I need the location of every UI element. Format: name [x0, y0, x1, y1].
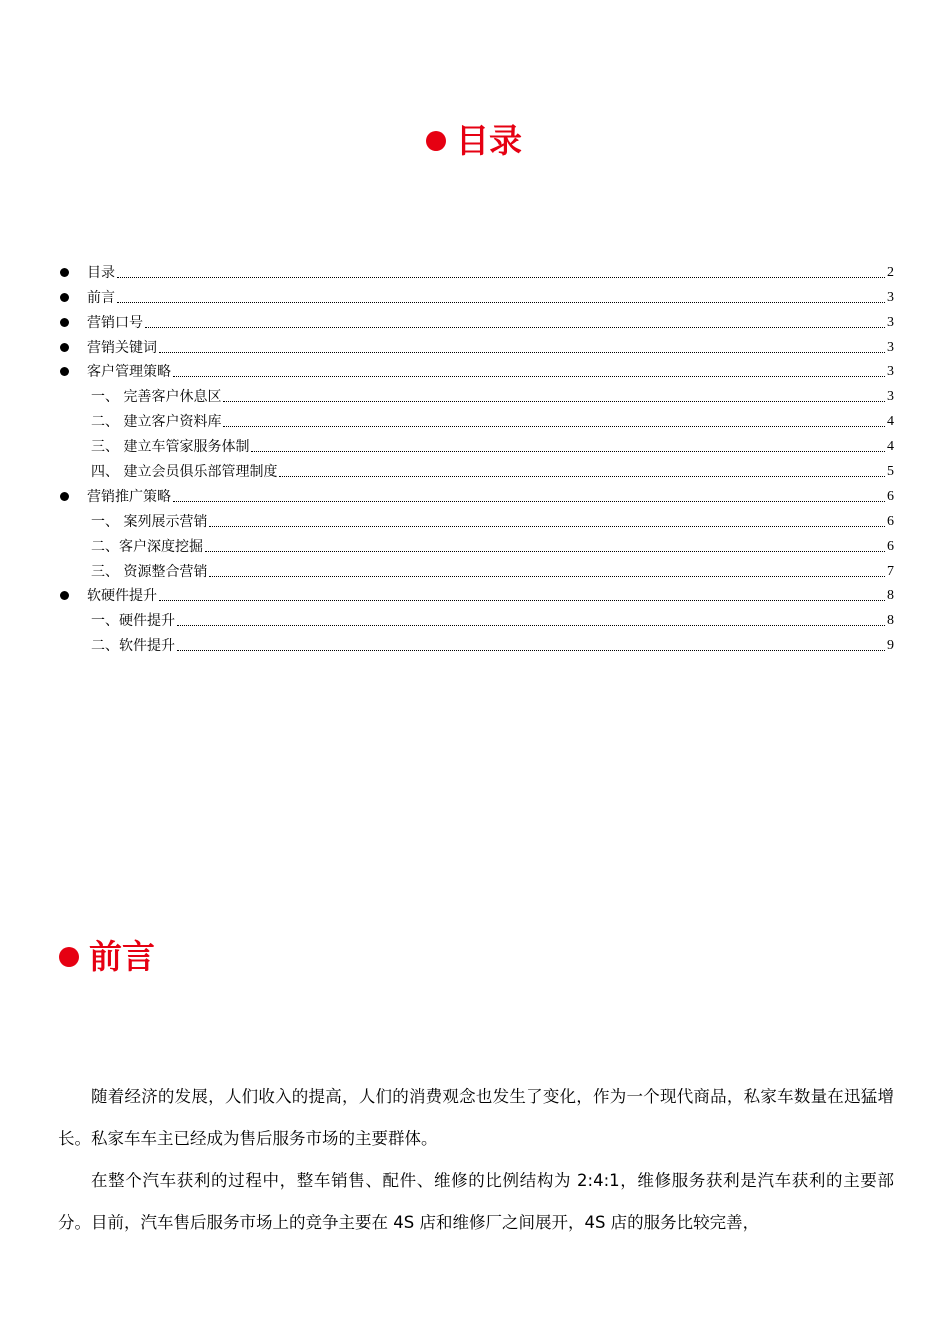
toc-entry[interactable] — [56, 283, 894, 308]
bullet-icon — [60, 591, 69, 600]
toc-entry-page: 2 — [887, 264, 894, 280]
toc-entry[interactable] — [56, 507, 894, 532]
bullet-icon — [60, 367, 69, 376]
toc-entry-label: 目录 — [87, 264, 115, 281]
preface-body — [58, 1076, 894, 1244]
bullet-icon — [60, 268, 69, 277]
toc-entry-page: 4 — [887, 439, 894, 455]
bullet-icon — [60, 293, 69, 302]
toc-heading-text: 目录 — [456, 121, 522, 160]
preface-heading — [59, 937, 155, 977]
toc-entry-label: 一、硬件提升 — [91, 613, 175, 630]
toc-entry[interactable] — [56, 308, 894, 333]
toc-entry-page: 9 — [887, 638, 894, 654]
toc-entry[interactable] — [56, 482, 894, 507]
paragraph: 随着经济的发展，人们收入的提高，人们的消费观念也发生了变化，作为一个现代商品，私家车数量在迅猛增长。私家车车主已经成为售后服务市场的主要群体。 — [58, 1087, 894, 1148]
toc-entry-page: 4 — [887, 414, 894, 430]
dot-leader — [173, 375, 885, 377]
toc-entry-label: 客户管理策略 — [87, 364, 171, 381]
toc-entry-label: 四、 建立会员俱乐部管理制度 — [91, 464, 278, 481]
toc-entry-page: 6 — [887, 538, 894, 554]
bullet-icon — [60, 492, 69, 501]
toc-entry-label: 二、软件提升 — [91, 638, 175, 655]
dot-leader — [205, 550, 885, 552]
dot-leader — [223, 425, 885, 427]
dot-leader — [209, 525, 885, 527]
paragraph: 在整个汽车获利的过程中，整车销售、配件、维修的比例结构为 2:4:1，维修服务获利是汽车获利的主要部分。目前，汽车售后服务市场上的竞争主要在 4S 店和维修厂之间展开，4S 店的服务比较完善， — [58, 1171, 894, 1232]
toc-entry-label: 二、 建立客户资料库 — [91, 414, 222, 431]
toc-entry[interactable] — [56, 532, 894, 557]
dot-leader — [117, 301, 885, 303]
dot-leader — [145, 326, 885, 328]
bullet-icon — [60, 318, 69, 327]
toc-entry[interactable] — [56, 557, 894, 582]
dot-leader — [159, 599, 885, 601]
toc-entry-label: 软硬件提升 — [87, 588, 157, 605]
toc-entry-page: 8 — [887, 613, 894, 629]
bullet-dot-icon — [426, 131, 446, 151]
toc-entry[interactable] — [56, 631, 894, 656]
toc-entry[interactable] — [56, 457, 894, 482]
toc-entry-page: 3 — [887, 364, 894, 380]
toc-entry-label: 营销推广策略 — [87, 488, 171, 505]
dot-leader — [223, 400, 885, 402]
toc-entry-page: 3 — [887, 339, 894, 355]
toc-entry[interactable] — [56, 432, 894, 457]
toc-entry[interactable] — [56, 582, 894, 607]
toc-entry-page: 3 — [887, 389, 894, 405]
dot-leader — [177, 624, 885, 626]
table-of-contents — [56, 258, 894, 656]
toc-entry-label: 前言 — [87, 289, 115, 306]
bullet-dot-icon — [59, 947, 79, 967]
toc-entry[interactable] — [56, 606, 894, 631]
toc-entry-label: 营销关键词 — [87, 339, 157, 356]
dot-leader — [173, 500, 885, 502]
toc-entry-page: 6 — [887, 513, 894, 529]
toc-entry-page: 3 — [887, 289, 894, 305]
toc-entry[interactable] — [56, 358, 894, 383]
toc-entry-page: 8 — [887, 588, 894, 604]
preface-heading-text: 前言 — [89, 937, 155, 976]
dot-leader — [209, 575, 885, 577]
toc-entry-label: 三、 建立车管家服务体制 — [91, 439, 250, 456]
dot-leader — [251, 450, 885, 452]
dot-leader — [177, 649, 885, 651]
bullet-icon — [60, 343, 69, 352]
toc-entry-label: 一、 完善客户休息区 — [91, 389, 222, 406]
toc-entry-page: 5 — [887, 464, 894, 480]
toc-entry-label: 二、客户深度挖掘 — [91, 538, 203, 555]
toc-entry-page: 3 — [887, 314, 894, 330]
dot-leader — [117, 276, 885, 278]
toc-heading — [426, 121, 522, 161]
toc-entry[interactable] — [56, 258, 894, 283]
toc-entry[interactable] — [56, 333, 894, 358]
toc-entry-page: 6 — [887, 488, 894, 504]
toc-entry-page: 7 — [887, 563, 894, 579]
toc-entry[interactable] — [56, 407, 894, 432]
toc-entry-label: 三、 资源整合营销 — [91, 563, 208, 580]
toc-entry-label: 营销口号 — [87, 314, 143, 331]
dot-leader — [159, 351, 885, 353]
toc-entry[interactable] — [56, 382, 894, 407]
toc-entry-label: 一、 案列展示营销 — [91, 513, 208, 530]
dot-leader — [279, 475, 885, 477]
